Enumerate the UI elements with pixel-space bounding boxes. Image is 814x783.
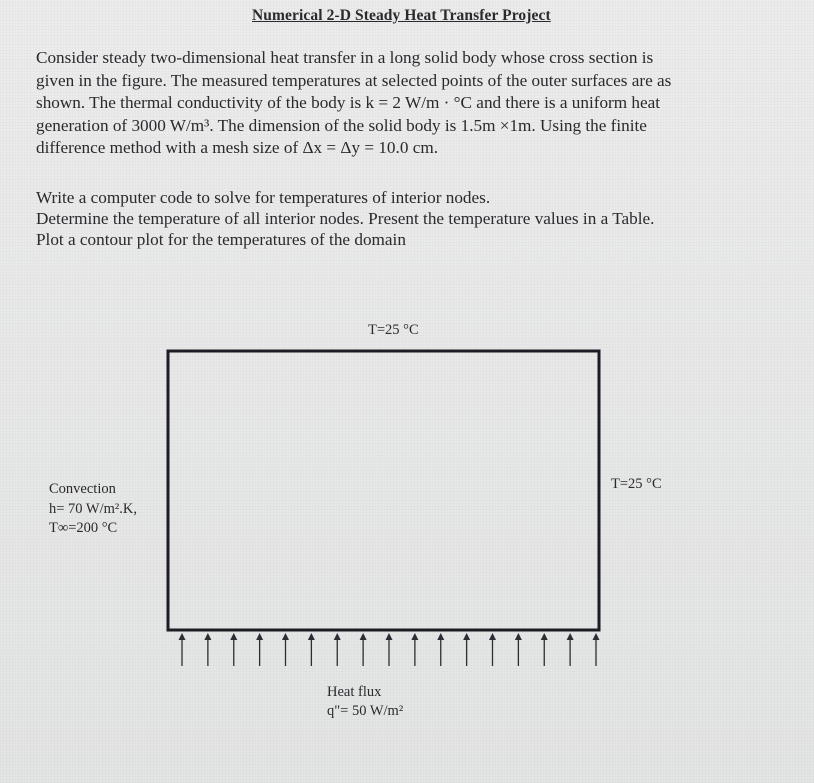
problem-line: shown. The thermal conductivity of the body is k = 2 W/m · °C and there is a uniform heat — [36, 93, 661, 113]
problem-line: given in the figure. The measured temperatures at selected points of the outer surfaces are as — [36, 70, 672, 90]
convection-boundary-label — [49, 480, 137, 539]
task-line: Determine the temperature of all interior nodes. Present the temperature values in a Table. — [36, 209, 655, 228]
heat-flux-arrow — [593, 633, 600, 666]
task-line: Write a computer code to solve for temperatures of interior nodes. — [36, 188, 491, 207]
heat-flux-arrow — [360, 633, 367, 666]
problem-line: generation of 3000 W/m³. The dimension of the solid body is 1.5m ×1m. Using the finite — [36, 115, 647, 135]
heat-flux-arrow — [567, 633, 574, 666]
convection-title: Convection — [49, 481, 116, 497]
heat-flux-arrow — [282, 633, 289, 666]
task-line: Plot a contour plot for the temperatures of the domain — [36, 230, 406, 249]
heat-flux-value: q"= 50 W/m² — [327, 703, 404, 719]
problem-line: difference method with a mesh size of Δx = Δy = 10.0 cm. — [36, 138, 439, 158]
document-title: Numerical 2-D Steady Heat Transfer Project — [252, 7, 551, 24]
convection-coefficient: h= 70 W/m².K, — [49, 500, 137, 517]
heat-flux-arrow — [334, 633, 341, 666]
heat-flux-arrow — [308, 633, 315, 666]
problem-line: Consider steady two-dimensional heat transfer in a long solid body whose cross section is — [36, 48, 654, 67]
heat-flux-arrow — [204, 633, 211, 666]
heat-flux-arrow — [411, 633, 418, 666]
heat-flux-arrow — [256, 633, 263, 666]
heat-flux-arrow — [463, 633, 470, 666]
ambient-temperature: T∞=200 °C — [49, 520, 118, 536]
right-boundary-label: T=25 °C — [611, 476, 662, 492]
heat-flux-arrow — [386, 633, 393, 666]
heat-flux-title: Heat flux — [327, 684, 382, 700]
heat-flux-arrow — [541, 633, 548, 666]
heat-flux-boundary-label — [327, 683, 403, 721]
heat-flux-arrow — [179, 633, 186, 666]
heat-flux-arrow — [515, 633, 522, 666]
heat-flux-arrow — [437, 633, 444, 666]
solid-body-outline — [168, 351, 599, 630]
heat-flux-arrow — [230, 633, 237, 666]
top-boundary-label: T=25 °C — [368, 322, 419, 338]
heat-flux-arrow — [489, 633, 496, 666]
heat-flux-arrows — [179, 633, 600, 666]
